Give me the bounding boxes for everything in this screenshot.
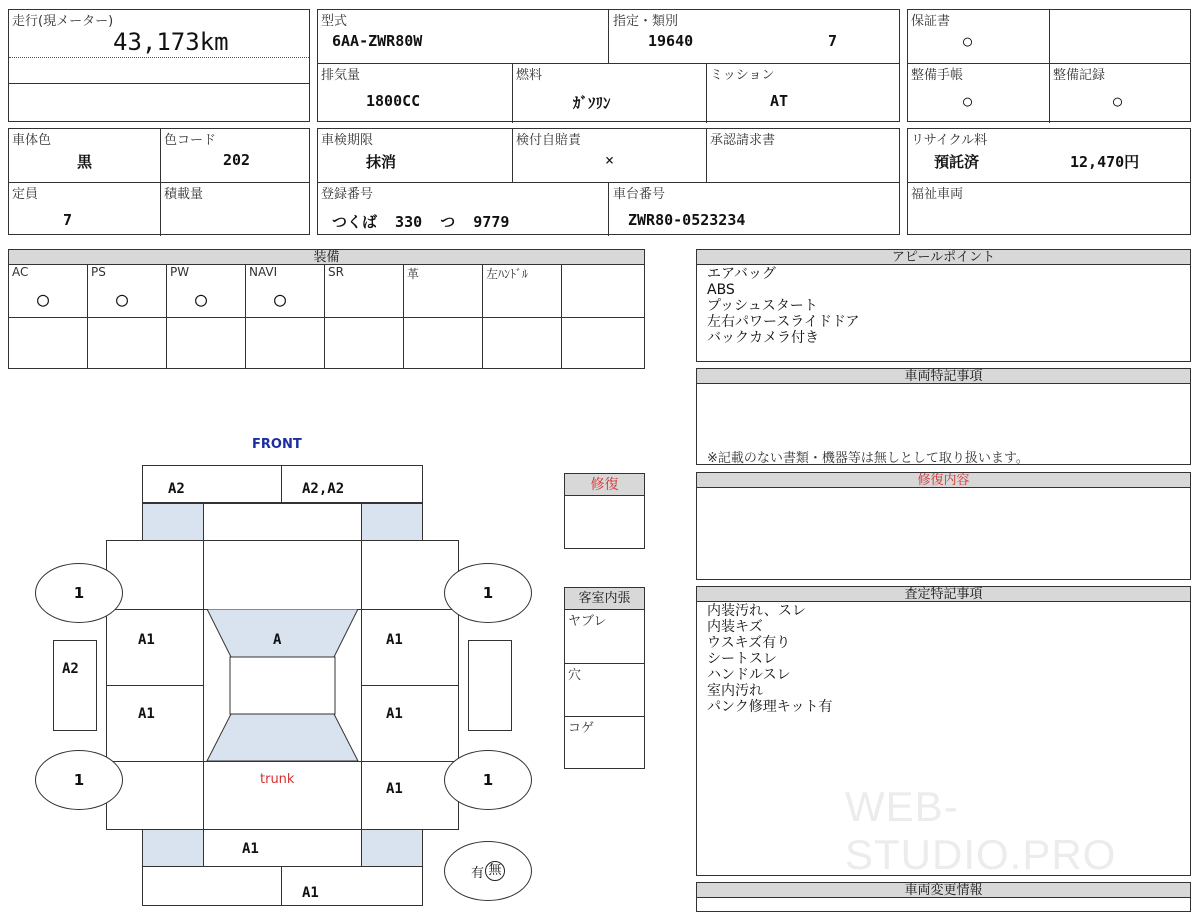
welfare-label: 福祉車両 xyxy=(911,187,964,202)
capacity-label: 定員 xyxy=(12,187,39,202)
mileage-value: 43,173km xyxy=(113,28,229,56)
windshield-shape xyxy=(203,609,362,762)
left-front-door-label: A1 xyxy=(138,632,155,648)
registration-label: 登録番号 xyxy=(321,187,374,202)
color-code-value: 202 xyxy=(223,151,251,169)
repair-content-box xyxy=(696,472,1191,580)
roof-label: A xyxy=(273,632,282,648)
equipment-title: 装備 xyxy=(9,250,644,265)
equipment-item-label: 左ﾊﾝﾄﾞﾙ xyxy=(486,267,529,281)
change-title: 車両変更情報 xyxy=(697,883,1190,898)
change-box xyxy=(696,882,1191,912)
equipment-item xyxy=(167,265,246,368)
recycle-box xyxy=(907,128,1191,235)
warranty-label: 保証書 xyxy=(911,14,951,29)
equipment-item-value: ○ xyxy=(195,287,208,311)
mission-value: AT xyxy=(770,92,789,110)
inspection-value: 抹消 xyxy=(366,153,397,171)
document-box xyxy=(907,9,1191,122)
front-label: FRONT xyxy=(252,437,302,452)
mileage-box xyxy=(8,9,310,122)
mission-label: ミッション xyxy=(710,68,775,83)
front-left-label: A2 xyxy=(168,481,185,497)
warranty-value: ○ xyxy=(963,32,973,50)
displacement-label: 排気量 xyxy=(321,68,361,83)
registration-value: つくば 330 つ 9779 xyxy=(332,213,510,231)
chassis-value: ZWR80-0523234 xyxy=(628,211,746,229)
equipment-item-label: 革 xyxy=(407,267,420,281)
insurance-value: × xyxy=(605,151,615,169)
equipment-item-label: PS xyxy=(91,265,106,279)
right-mirror xyxy=(468,640,512,731)
designation-value1: 19640 xyxy=(648,32,694,50)
interior-title: 客室内張 xyxy=(565,588,644,610)
recycle-amount: 12,470円 xyxy=(1070,153,1140,171)
trunk-label: trunk xyxy=(260,772,295,787)
mileage-label: 走行(現メーター) xyxy=(12,14,114,29)
front-right-label: A2,A2 xyxy=(302,481,345,497)
equipment-item-value: ○ xyxy=(116,287,129,311)
color-code-label: 色コード xyxy=(164,133,217,148)
equipment-item xyxy=(483,265,562,368)
special-note: ※記載のない書類・機器等は無しとして取り扱います。 xyxy=(707,451,1029,466)
equipment-item xyxy=(404,265,483,368)
model-label: 型式 xyxy=(321,14,348,29)
interior-item-0: ヤブレ xyxy=(568,614,607,629)
inspection-label: 車検期限 xyxy=(321,133,374,148)
designation-value2: 7 xyxy=(828,32,838,50)
watermark: WEB-STUDIO.PRO xyxy=(845,783,1117,878)
maintenance-record-value: ○ xyxy=(1113,92,1123,110)
appeal-box xyxy=(696,249,1191,362)
rear-bumper-upper-label: A1 xyxy=(242,841,259,857)
special-title: 車両特記事項 xyxy=(697,369,1190,384)
assessment-text: 内装汚れ、スレ 内装キズ ウスキズ有り シートスレ ハンドルスレ 室内汚れ パンク修理キット有 xyxy=(707,603,833,715)
equipment-item-value: ○ xyxy=(37,287,50,311)
maintenance-book-value: ○ xyxy=(963,92,973,110)
insurance-label: 検付自賠責 xyxy=(516,133,582,148)
designation-label: 指定・類別 xyxy=(613,14,679,29)
rear-left-tire: 1 xyxy=(35,750,123,810)
repair-content-title: 修復内容 xyxy=(697,473,1190,488)
rear-bumper-lower-label: A1 xyxy=(302,885,319,901)
rear-right-tire: 1 xyxy=(444,750,532,810)
color-label: 車体色 xyxy=(12,133,52,148)
model-value: 6AA-ZWR80W xyxy=(332,32,423,50)
interior-box xyxy=(564,587,645,769)
spare-tire xyxy=(444,841,532,901)
capacity-value: 7 xyxy=(63,211,73,229)
color-box xyxy=(8,128,310,235)
repair-title: 修復 xyxy=(565,474,644,496)
left-mirror-label: A2 xyxy=(62,661,79,677)
appeal-text: エアバッグ ABS プッシュスタート 左右パワースライドドア バックカメラ付き xyxy=(707,266,860,346)
fuel-label: 燃料 xyxy=(516,68,543,83)
left-mirror xyxy=(53,640,97,731)
fuel-value: ｶﾞｿﾘﾝ xyxy=(573,94,611,112)
front-right-tire: 1 xyxy=(444,563,532,623)
chassis-label: 車台番号 xyxy=(613,187,666,202)
spare-no: 無 xyxy=(485,861,505,881)
spec-box xyxy=(317,9,900,122)
equipment-item-label: AC xyxy=(12,265,29,279)
right-quarter-label: A1 xyxy=(386,781,403,797)
equipment-item xyxy=(9,265,88,368)
approval-label: 承認請求書 xyxy=(710,133,776,148)
repair-box xyxy=(564,473,645,549)
interior-item-1: 穴 xyxy=(568,668,582,683)
load-label: 積載量 xyxy=(164,187,204,202)
equipment-item-label: NAVI xyxy=(249,265,278,279)
registration-box xyxy=(317,128,900,235)
equipment-item xyxy=(88,265,167,368)
displacement-value: 1800CC xyxy=(366,92,421,110)
equipment-item-label: PW xyxy=(170,265,190,279)
maintenance-record-label: 整備記録 xyxy=(1053,68,1106,83)
interior-item-2: コゲ xyxy=(568,721,595,736)
maintenance-book-label: 整備手帳 xyxy=(911,68,964,83)
spare-yes: 有 xyxy=(470,865,484,881)
recycle-label: リサイクル料 xyxy=(911,133,988,148)
equipment-item xyxy=(325,265,404,368)
equipment-item xyxy=(246,265,325,368)
recycle-status: 預託済 xyxy=(934,153,980,171)
right-rear-door-label: A1 xyxy=(386,706,403,722)
equipment-item-label: SR xyxy=(328,265,344,279)
special-box xyxy=(696,368,1191,465)
front-left-tire: 1 xyxy=(35,563,123,623)
assessment-title: 査定特記事項 xyxy=(697,587,1190,602)
appeal-title: アピールポイント xyxy=(697,250,1190,265)
right-front-door-label: A1 xyxy=(386,632,403,648)
equipment-item-value: ○ xyxy=(274,287,287,311)
equipment-table xyxy=(8,249,645,369)
left-rear-door-label: A1 xyxy=(138,706,155,722)
color-value: 黒 xyxy=(77,153,93,171)
